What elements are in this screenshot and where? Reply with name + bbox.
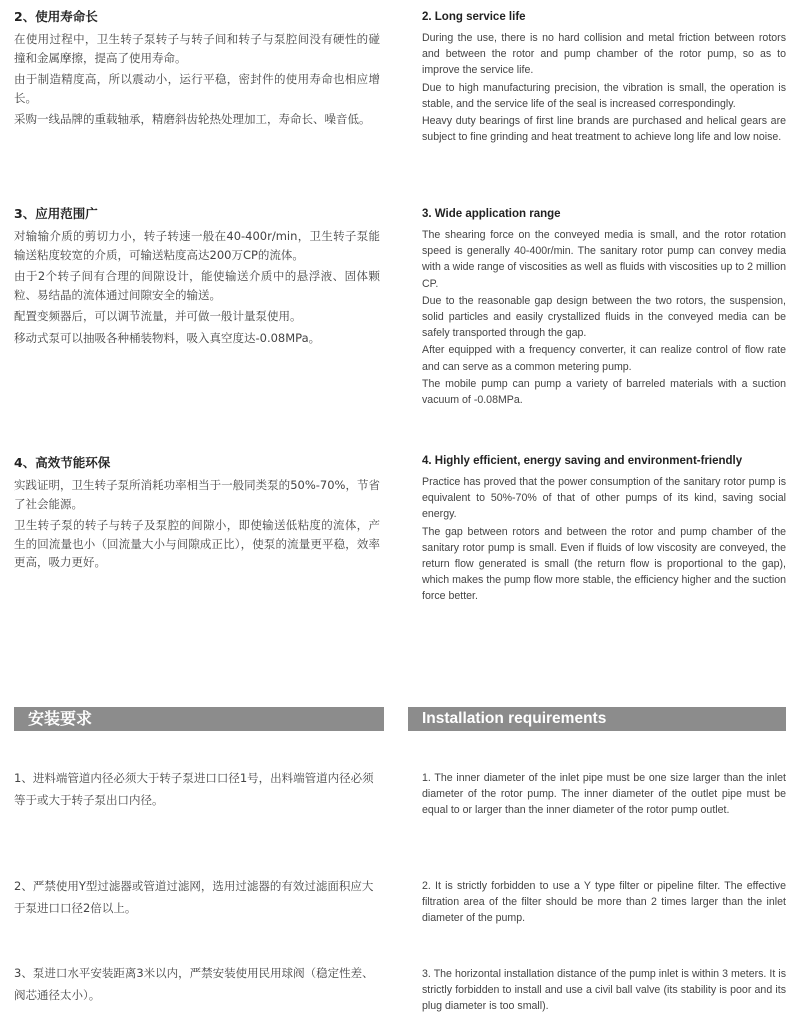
install-item-text: 3、泵进口水平安装距离3米以内，严禁安装使用民用球阀（稳定性差、阀芯通径太小）。	[14, 966, 374, 1002]
install-header-cn	[14, 707, 384, 731]
section-3-cn	[14, 206, 380, 350]
paragraph: Due to the reasonable gap design between the two rotors, the suspension, solid particles and easily crystallized fluids in the conveyed media can be safely transported through the gap.	[422, 294, 786, 340]
install-item-text: 1、进料端管道内径必须大于转子泵进口口径1号，出料端管道内径必须等于或大于转子泵出口内径。	[14, 771, 374, 807]
section-title: 2. Long service life	[422, 11, 526, 23]
install-item-text: 2. It is strictly forbidden to use a Y type filter or pipeline filter. The effective filtration area of the filter should be more than 2 times larger than the inlet diameter of the pump.	[422, 880, 786, 925]
paragraph: Due to high manufacturing precision, the vibration is small, the operation is stable, and the service life of the seal is increased correspondingly.	[422, 81, 786, 110]
section-title: 3、应用范围广	[14, 206, 98, 221]
install-item-text: 2、严禁使用Y型过滤器或管道过滤网，选用过滤器的有效过滤面积应大于泵进口口径2倍以上。	[14, 879, 374, 915]
install-item-1-cn	[14, 767, 380, 811]
paragraph: 在使用过程中，卫生转子泵转子与转子间和转子与泵腔间没有硬性的碰撞和金属摩擦，提高了使用寿命。	[14, 32, 380, 65]
install-item-text: 1. The inner diameter of the inlet pipe must be one size larger than the inlet diameter of the rotor pump. The inner diameter of the outlet pipe must be equal to or larger than the inner diameter of the rotor pump outlet.	[422, 772, 786, 817]
section-2-en	[422, 10, 786, 146]
section-title: 4、高效节能环保	[14, 455, 111, 470]
paragraph: The mobile pump can pump a variety of barreled materials with a suction vacuum of -0.08MPa.	[422, 377, 786, 407]
section-3-en	[422, 207, 786, 409]
paragraph: The shearing force on the conveyed media is small, and the rotor rotation speed is generally 40-400r/min. The sanitary rotor pump can convey media with a wide range of viscosities as well as fluids with viscosities up to 2 million CP.	[422, 229, 786, 290]
install-title-en: Installation requirements	[422, 710, 607, 727]
paragraph: 由于制造精度高，所以震动小，运行平稳，密封件的使用寿命也相应增长。	[14, 72, 380, 105]
install-item-2-cn	[14, 875, 380, 919]
paragraph: 采购一线品牌的重载轴承，精磨斜齿轮热处理加工，寿命长、噪音低。	[14, 112, 371, 126]
paragraph: 由于2个转子间有合理的间隙设计，能使输送介质中的悬浮液、固体颗粒、易结晶的流体通过间隙安全的输送。	[14, 269, 380, 302]
section-title: 3. Wide application range	[422, 208, 561, 220]
section-4-cn	[14, 455, 380, 575]
paragraph: 配置变频器后，可以调节流量，并可做一般计量泵使用。	[14, 309, 302, 323]
paragraph: 卫生转子泵的转子与转子及泵腔的间隙小，即使输送低粘度的流体，产生的回流量也小（回流量大小与间隙成正比），使泵的流量更平稳，效率更高，吸力更好。	[14, 518, 380, 569]
paragraph: 对输输介质的剪切力小，转子转速一般在40-400r/min，卫生转子泵能输送粘度较宽的介质，可输送粘度高达200万CP的流体。	[14, 229, 380, 262]
section-title: 4. Highly efficient, energy saving and environment-friendly	[422, 455, 743, 467]
install-item-3-cn	[14, 962, 380, 1006]
install-title-cn: 安装要求	[28, 709, 93, 728]
install-header-en	[408, 707, 786, 731]
paragraph: 移动式泵可以抽吸各种桶装物料，吸入真空度达-0.08MPa。	[14, 330, 321, 345]
paragraph: Heavy duty bearings of first line brands are purchased and helical gears are subject to fine grinding and heat treatment to achieve long life and low noise.	[422, 115, 786, 144]
section-2-cn	[14, 9, 380, 132]
paragraph: After equipped with a frequency converter, it can realize control of flow rate and can serve as a common metering pump.	[422, 344, 786, 373]
install-item-2-en	[422, 878, 786, 927]
section-4-en	[422, 454, 786, 606]
paragraph: The gap between rotors and between the rotor and pump chamber of the sanitary rotor pump is small. Even if fluids of low viscosity are conveyed, the return flow generated is small (the return flow is proportional to the gap), which makes the pump flow more stable, the efficiency higher and the suction force better.	[422, 525, 786, 603]
paragraph: During the use, there is no hard collision and metal friction between rotors and between the rotor and pump chamber of the rotor pump, so as to improve the service life.	[422, 32, 786, 77]
install-item-text: 3. The horizontal installation distance of the pump inlet is within 3 meters. It is strictly forbidden to install and use a civil ball valve (its stability is poor and its plug diameter is too small).	[422, 968, 786, 1013]
section-title: 2、使用寿命长	[14, 9, 98, 24]
install-item-1-en	[422, 770, 786, 819]
install-item-3-en	[422, 966, 786, 1015]
paragraph: 实践证明，卫生转子泵所消耗功率相当于一般同类泵的50%-70%，节省了社会能源。	[14, 478, 380, 511]
paragraph: Practice has proved that the power consumption of the sanitary rotor pump is equivalent to 50%-70% of that of other pumps of its kind, saving social energy.	[422, 476, 786, 521]
